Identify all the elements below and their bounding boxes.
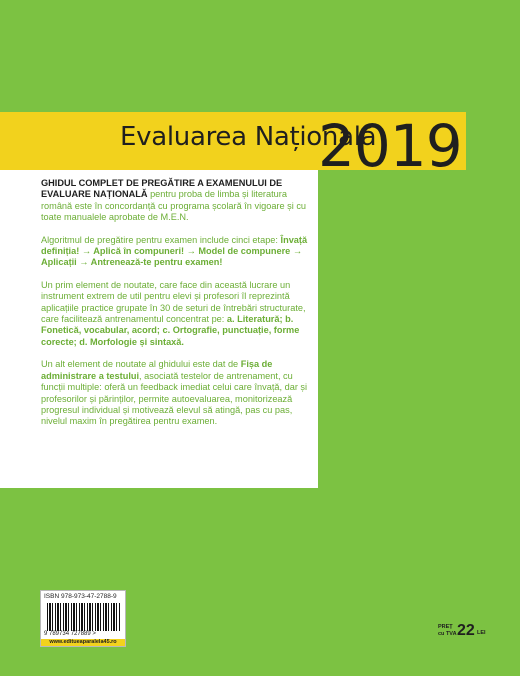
price-currency: LEI — [477, 630, 486, 636]
guide-heading: GHIDUL COMPLET DE PREGĂTIRE A EXAMENULUI DE EVALUARE NAȚIONALĂ — [41, 178, 283, 200]
cover-year: 2019 — [318, 112, 462, 180]
price-label: PREȚ — [438, 624, 453, 630]
novelty-one-topics: a. Literatură; b. Fonetică, vocabular, acord; c. Ortografie, punctuație, forme corecte; d. Morfologie și sintaxă. — [41, 314, 300, 347]
price-value: 22 — [457, 622, 475, 639]
guide-intro-rest: pentru proba de limba și literatura română este în concordanță cu programa școlară în vigoare și cu toate manualele aprobate de M.E.N. — [41, 189, 307, 223]
barcode-box — [40, 590, 126, 647]
algorithm-intro: Algoritmul de pregătire pentru examen include cinci etape: — [41, 234, 281, 245]
paragraph-algorithm — [41, 235, 313, 269]
description-text — [41, 178, 313, 439]
algorithm-steps: Învață definiția! → Aplică în compuneri! → Model de compunere → Aplicații → Antrenează-te pentru examen! — [41, 234, 308, 268]
paragraph-intro — [41, 178, 313, 224]
price-vat-label: cu TVA — [438, 631, 457, 637]
barcode-icon — [47, 603, 121, 631]
novelty-two-rest: , asociată testelor de antrenament, cu funcții multiple: oferă un feedback imediat celui care învață, dar și profesorilor și părinților, permite autoevaluarea, monitorizează progresul individual și motivează elevul să atingă, pas cu pas, nivelul maxim în pregătirea pentru examen. — [41, 370, 308, 427]
isbn-label: ISBN 978-973-47-2788-9 — [44, 593, 117, 600]
barcode-digits: 9 789734 727889 > — [44, 631, 96, 637]
publisher-website: www.editueaparalela45.ro — [41, 639, 125, 646]
paragraph-novelty-one — [41, 280, 313, 348]
novelty-two-intro: Un alt element de noutate al ghidului este dat de — [41, 359, 241, 370]
novelty-two-bold: Fișa de administrare a testului — [41, 359, 273, 381]
cover-title: Evaluarea Națională — [120, 122, 377, 152]
paragraph-novelty-two — [41, 359, 313, 427]
novelty-one-text: Un prim element de noutate, care face din această lucrare un instrument extrem de util pentru elevi și profesori îl reprezintă aplicațiile practice grupate în 30 de seturi de întrebări structurate, care facilitează antrenamentul concentrat pe: — [41, 279, 306, 325]
